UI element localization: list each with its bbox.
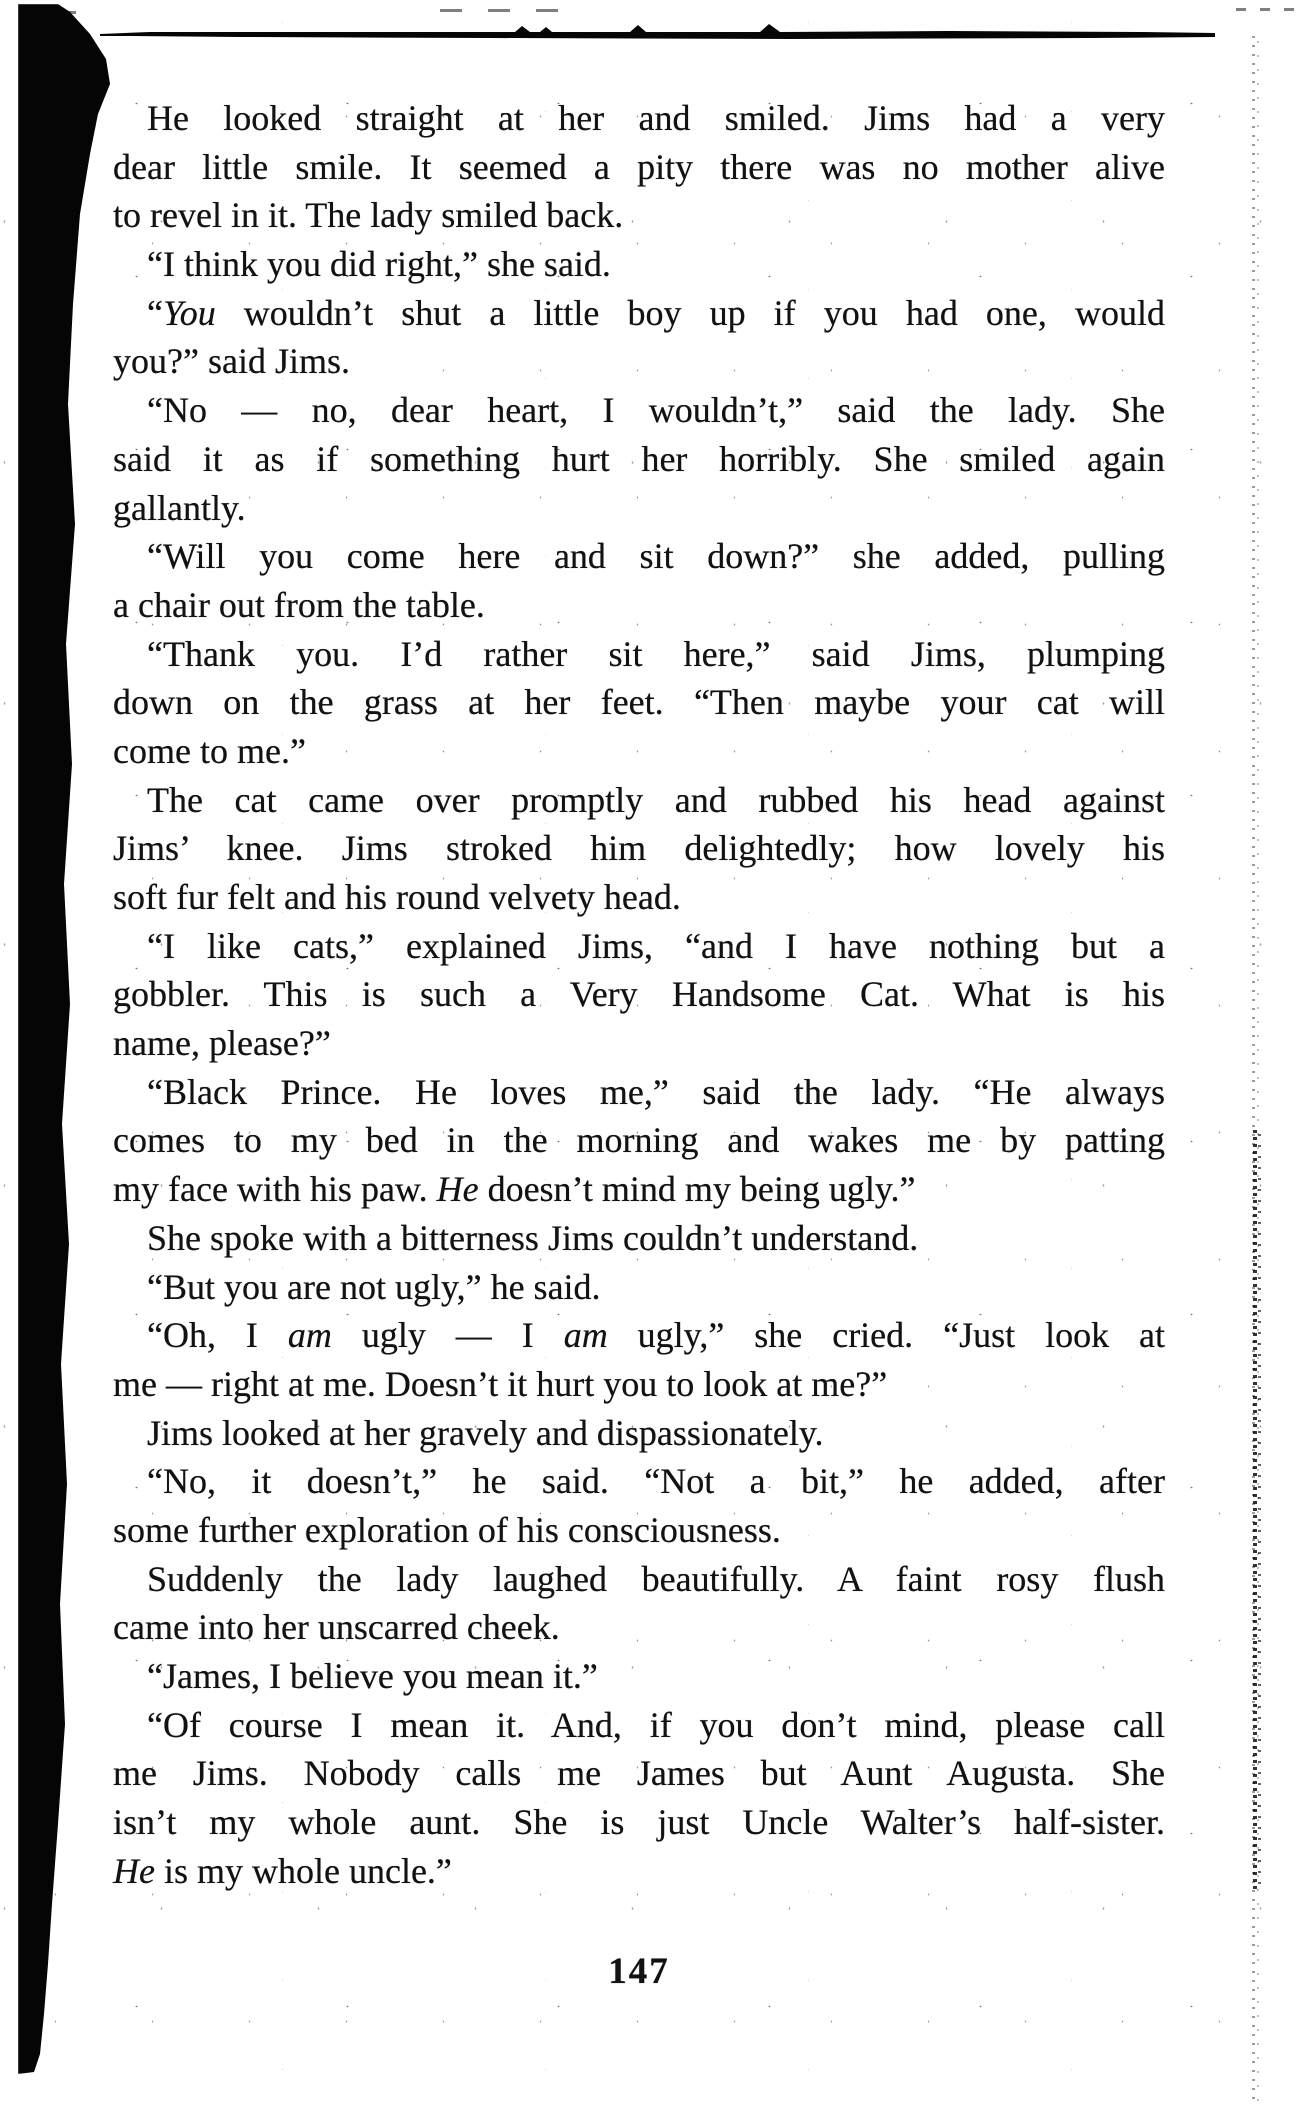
text-line: me — right at me. Doesn’t it hurt you to look at me?” [113,1363,888,1404]
page-number: 147 [608,1951,670,1992]
paragraph [113,1311,1165,1408]
text-line: to revel in it. The lady smiled back. [113,195,624,236]
text-line: Suddenly the lady laughed beautifully. A faint rosy flush [147,1558,1165,1599]
paragraph [113,1652,1165,1701]
paragraph [113,240,1165,289]
text-line: “No, it doesn’t,” he said. “Not a bit,” he added, after [147,1461,1165,1502]
paragraph [113,1214,1165,1263]
binding-shadow [18,4,118,2074]
text-line: down on the grass at her feet. “Then maybe your cat will [113,682,1165,723]
paragraph [113,630,1165,776]
paragraph [113,776,1165,922]
scan-artifact-top-line [90,24,1230,42]
text-line: you?” said Jims. [113,341,350,382]
text-line: He looked straight at her and smiled. Jims had a very [147,98,1165,138]
paragraph [113,1555,1165,1652]
page-edge-noise-dense [1250,1130,1262,1890]
text-line: “I like cats,” explained Jims, “and I have nothing but a [147,925,1165,966]
page-text [113,94,1165,1895]
text-line: came into her unscarred cheek. [113,1607,560,1648]
paragraph [113,386,1165,532]
paragraph [113,289,1165,386]
text-line: “Thank you. I’d rather sit here,” said Jims, plumping [147,633,1165,674]
text-line: He is my whole uncle.” [113,1850,452,1891]
text-line: “No — no, dear heart, I wouldn’t,” said the lady. She [147,390,1165,431]
text-line: She spoke with a bitterness Jims couldn’t understand. [147,1217,919,1258]
text-line: gobbler. This is such a Very Handsome Cat. What is his [113,974,1165,1015]
text-line: a chair out from the table. [113,584,485,625]
paragraph [113,532,1165,629]
text-line: soft fur felt and his round velvety head. [113,877,681,917]
text-line: “I think you did right,” she said. [147,244,611,285]
paragraph [113,922,1165,1068]
text-line: “Will you come here and sit down?” she added, pulling [147,536,1165,577]
text-line: “But you are not ugly,” he said. [147,1266,601,1307]
paragraph [113,1701,1165,1896]
text-line: me Jims. Nobody calls me James but Aunt Augusta. She [113,1753,1165,1794]
text-line: dear little smile. It seemed a pity there was no mother alive [113,146,1165,187]
text-line: gallantly. [113,487,246,528]
text-line: “Oh, I am ugly — I am ugly,” she cried. “Just look at [147,1315,1166,1356]
text-line: Jims looked at her gravely and dispassionately. [147,1412,824,1453]
text-line: name, please?” [113,1023,331,1064]
paragraph [113,1263,1165,1312]
paragraph [113,1457,1165,1554]
text-line: my face with his paw. He doesn’t mind my being ugly.” [113,1169,916,1210]
paragraph [113,1409,1165,1458]
text-line: comes to my bed in the morning and wakes me by patting [113,1120,1165,1161]
text-line: The cat came over promptly and rubbed his head against [147,779,1165,820]
text-line: “Black Prince. He loves me,” said the lady. “He always [147,1071,1165,1112]
paragraph [113,1068,1165,1214]
text-line: said it as if something hurt her horribly. She smiled again [113,438,1165,479]
text-line: “You wouldn’t shut a little boy up if you had one, would [147,292,1165,333]
scan-artifact-dash [1236,8,1294,11]
text-line: Jims’ knee. Jims stroked him delightedly; how lovely his [113,828,1165,869]
text-line: “Of course I mean it. And, if you don’t mind, please call [147,1704,1165,1745]
text-line: “James, I believe you mean it.” [147,1656,598,1696]
scan-artifact-dash [440,9,560,12]
paragraph [113,94,1165,240]
text-line: isn’t my whole aunt. She is just Uncle Walter’s half-sister. [113,1802,1165,1843]
text-line: some further exploration of his consciousness. [113,1509,781,1550]
text-line: come to me.” [113,730,306,771]
